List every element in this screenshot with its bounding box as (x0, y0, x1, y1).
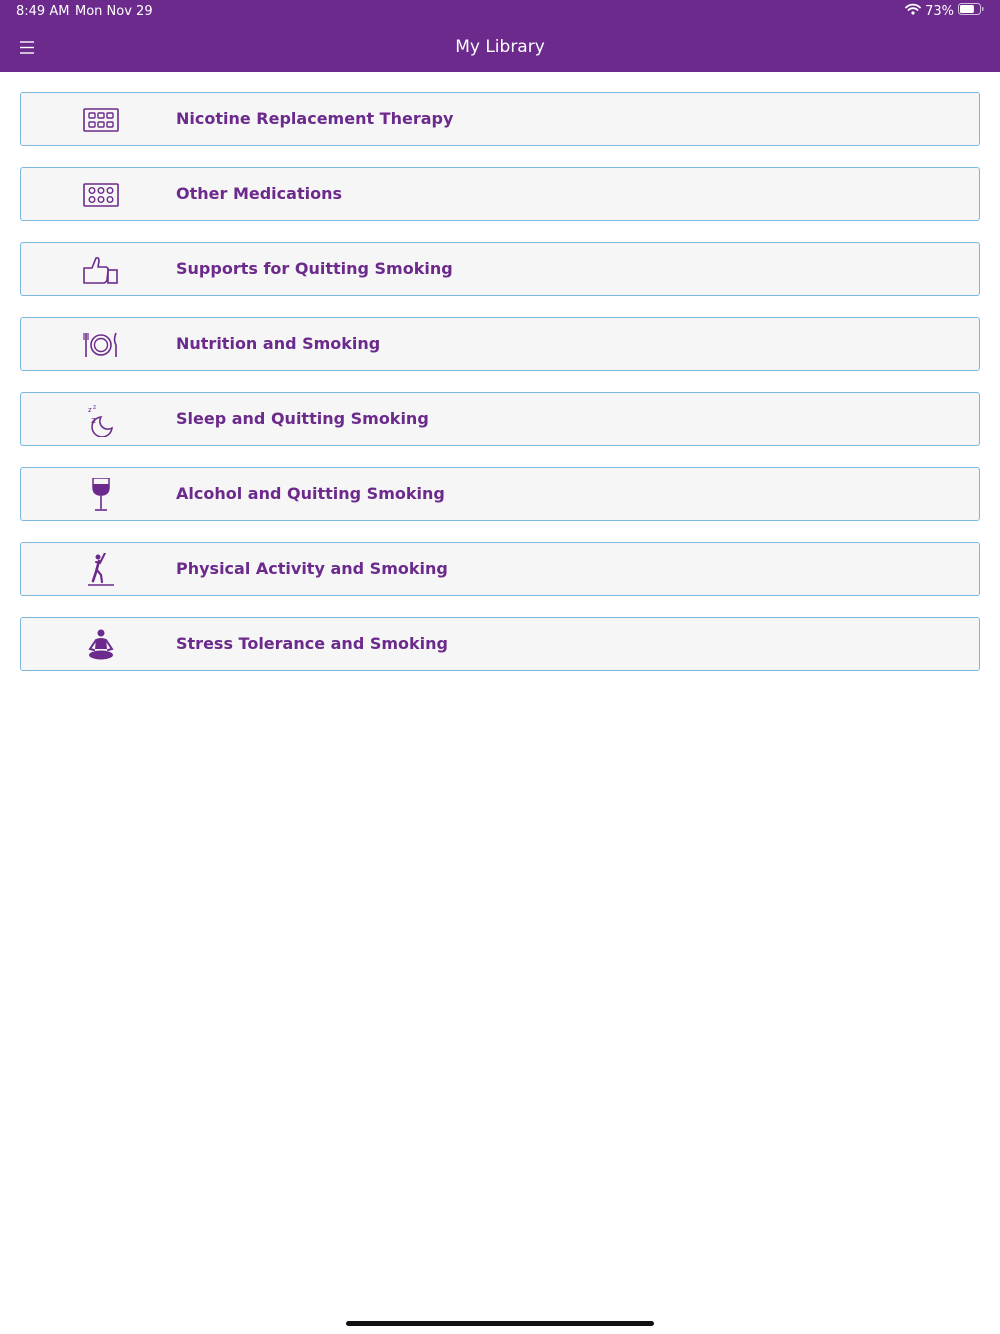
home-indicator[interactable] (346, 1321, 654, 1326)
library-item-physical-activity-and-smoking[interactable] (20, 542, 980, 596)
library-item-label: Alcohol and Quitting Smoking (176, 484, 445, 503)
library-item-label: Other Medications (176, 184, 342, 203)
status-date: Mon Nov 29 (75, 4, 153, 19)
wine-glass-icon (81, 478, 121, 512)
meditation-icon (81, 628, 121, 662)
thumbs-up-icon (81, 253, 121, 287)
battery-icon (958, 3, 984, 19)
svg-text:z: z (88, 406, 92, 414)
library-item-supports-for-quitting-smoking[interactable] (20, 242, 980, 296)
nicotine-patch-icon (81, 103, 121, 137)
pill-blister-icon (81, 178, 121, 212)
wifi-icon (905, 3, 921, 19)
library-item-stress-tolerance-and-smoking[interactable] (20, 617, 980, 671)
battery-percent: 73% (925, 3, 954, 19)
navigation-bar (0, 24, 1000, 72)
status-time: 8:49 AM (16, 4, 70, 19)
svg-text:z: z (91, 416, 96, 426)
page-title: My Library (455, 37, 545, 57)
status-bar (0, 0, 1000, 24)
library-item-label: Physical Activity and Smoking (176, 559, 448, 578)
svg-text:z: z (93, 404, 97, 411)
library-item-nicotine-replacement-therapy[interactable] (20, 92, 980, 146)
running-person-icon (81, 553, 121, 587)
plate-cutlery-icon (81, 328, 121, 362)
library-item-alcohol-and-quitting-smoking[interactable] (20, 467, 980, 521)
library-item-label: Nutrition and Smoking (176, 334, 381, 353)
library-list (20, 92, 980, 692)
sleep-moon-icon (81, 403, 121, 437)
library-item-label: Sleep and Quitting Smoking (176, 409, 429, 428)
library-item-label: Nicotine Replacement Therapy (176, 109, 454, 128)
library-item-label: Supports for Quitting Smoking (176, 259, 453, 278)
library-item-other-medications[interactable] (20, 167, 980, 221)
status-indicators (905, 3, 984, 19)
library-item-nutrition-and-smoking[interactable] (20, 317, 980, 371)
library-item-label: Stress Tolerance and Smoking (176, 634, 448, 653)
library-item-sleep-and-quitting-smoking[interactable] (20, 392, 980, 446)
